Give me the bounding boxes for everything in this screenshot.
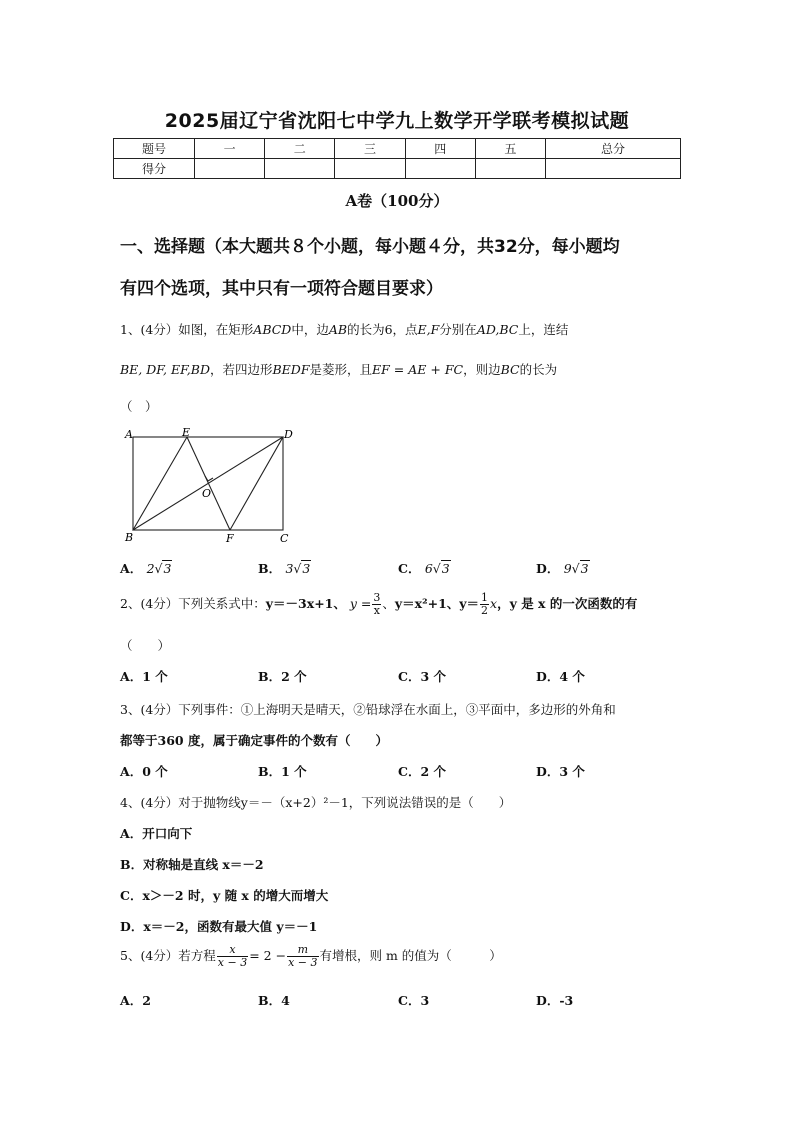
paper-section-heading: A卷（100分） [345,192,449,210]
option-radicand: 3 [163,561,172,576]
score-header-cell: 三 [335,139,405,159]
score-cell [405,159,475,179]
numerator: 1 [481,591,489,604]
q2-bracket: （ ） [120,638,171,653]
option-label: B． [258,561,282,576]
option-label: C． [398,561,421,576]
fraction [287,944,318,969]
q1-figure-rhombus-in-rectangle [120,425,300,547]
q1-option-b[interactable] [258,559,311,577]
q2-option-a[interactable]: A．1 个 [120,669,168,684]
q1-math: E,F [417,322,440,337]
score-cell [265,159,335,179]
q1-option-a[interactable] [120,559,172,577]
label-b: B [125,531,134,544]
q2-text: 、 [382,596,395,611]
q5-text: = 2 − [249,948,287,963]
q2-text: ，y 是 x 的一次函数的有 [497,596,638,611]
q5-text: 有增根，则 m 的值为（ ） [319,948,502,963]
exam-title: 2025届辽宁省沈阳七中学九上数学开学联考模拟试题 [164,110,630,132]
fraction [480,592,489,617]
label-c: C [280,532,289,545]
denominator: x − 3 [217,956,248,969]
q3-line2: 都等于360 度，属于确定事件的个数有（ ） [120,733,388,748]
q4-option-d[interactable]: D．x＝－2，函数有最大值 y＝－1 [120,919,318,934]
q1-math: BC [500,362,520,377]
q2-formula: y = [349,596,372,611]
option-radicand: 3 [441,561,450,576]
score-header-cell: 二 [265,139,335,159]
label-a: A [125,428,133,441]
score-cell [335,159,405,179]
score-table-score-row [114,159,681,179]
q5-option-a[interactable]: A．2 [120,993,151,1008]
fraction [217,944,248,969]
section1-heading-line2: 有四个选项，其中只有一项符合题目要求） [120,279,443,299]
q4-option-c[interactable]: C．x＞－2 时，y 随 x 的增大而增大 [120,888,329,903]
q1-math: AB [328,322,348,337]
q1-text: 的长为 [519,362,558,377]
q1-text: 分别在 [439,322,477,337]
score-header-cell: 五 [475,139,545,159]
section1-heading-line1: 一、选择题（本大题共８个小题，每小题４分，共32分，每小题均 [120,237,620,257]
score-header-cell: 四 [405,139,475,159]
q4-line: 4、(4分）对于抛物线y＝－（x+2）²－1，下列说法错误的是（ ） [120,795,512,810]
q3-option-a[interactable]: A．0 个 [120,764,168,779]
q5-line [120,944,502,969]
q3-option-d[interactable]: D．3 个 [536,764,585,779]
score-table [113,138,681,179]
q4-option-a[interactable]: A．开口向下 [120,826,193,841]
q3-option-c[interactable]: C．2 个 [398,764,446,779]
option-coef: 6 [424,561,433,576]
q1-option-d[interactable] [536,559,590,577]
q2-formula: y＝x²+1、y＝ [394,596,480,611]
q1-text: ，则边 [463,362,501,377]
label-d: D [284,428,293,441]
q1-math: ABCD [253,322,292,337]
q2-formula: y＝－3x+1、 [265,596,346,611]
q1-math: BEDF [272,362,310,377]
score-header-cell: 一 [195,139,265,159]
q5-option-b[interactable]: B．4 [258,993,290,1008]
q2-line1 [120,592,637,617]
q4-option-b[interactable]: B．对称轴是直线 x＝－2 [120,857,264,872]
numerator: m [287,944,318,957]
q1-math: EF = AE + FC [372,362,464,377]
label-e: E [182,426,191,439]
q1-line1 [120,320,568,338]
sqrt-icon: √ [571,561,580,576]
q1-bracket: （ ） [120,399,158,414]
q1-line2 [120,360,557,378]
q1-text: 中，边 [291,322,329,337]
q1-text: 是菱形，且 [309,362,373,377]
q5-option-d[interactable]: D．-3 [536,993,574,1008]
fraction [372,592,381,617]
q1-option-c[interactable] [398,559,451,577]
q1-text: 1、(4分）如图，在矩形 [120,322,254,337]
sqrt-icon: √ [293,561,302,576]
numerator: x [217,944,248,957]
q2-option-b[interactable]: B．2 个 [258,669,307,684]
denominator: x [373,604,380,617]
q1-math: BE, DF, EF,BD [120,362,210,377]
label-o: O [202,487,212,500]
sqrt-icon: √ [154,561,163,576]
score-header-cell: 题号 [114,139,195,159]
score-cell [546,159,681,179]
q3-line1: 3、(4分）下列事件：①上海明天是晴天，②铅球浮在水面上，③平面中，多边形的外角和 [120,702,616,717]
option-coef: 2 [146,561,155,576]
q2-option-c[interactable]: C．3 个 [398,669,446,684]
numerator: 3 [373,591,381,604]
q5-option-c[interactable]: C．3 [398,993,430,1008]
option-coef: 9 [563,561,572,576]
option-radicand: 3 [302,561,311,576]
sqrt-icon: √ [432,561,441,576]
q1-text: 的长为6，点 [347,322,418,337]
q1-text: 上，连结 [518,322,569,337]
score-row-label: 得分 [114,159,195,179]
q3-option-b[interactable]: B．1 个 [258,764,307,779]
right-angle-mark [205,476,213,481]
denominator: 2 [481,604,489,617]
score-header-cell: 总分 [546,139,681,159]
option-coef: 3 [285,561,294,576]
q1-text: ，若四边形 [209,362,273,377]
option-label: A． [120,561,143,576]
diagonal-ef [187,437,230,530]
q1-math: AD,BC [476,322,519,337]
option-radicand: 3 [580,561,589,576]
score-cell [475,159,545,179]
label-f: F [226,532,234,545]
q5-text: 5、(4分）若方程 [120,948,216,963]
q2-formula: x [490,596,498,611]
score-cell [195,159,265,179]
option-label: D． [536,561,560,576]
denominator: x − 3 [288,956,318,969]
q2-option-d[interactable]: D．4 个 [536,669,585,684]
q2-text: 2、(4分）下列关系式中： [120,596,266,611]
score-table-header-row [114,139,681,159]
